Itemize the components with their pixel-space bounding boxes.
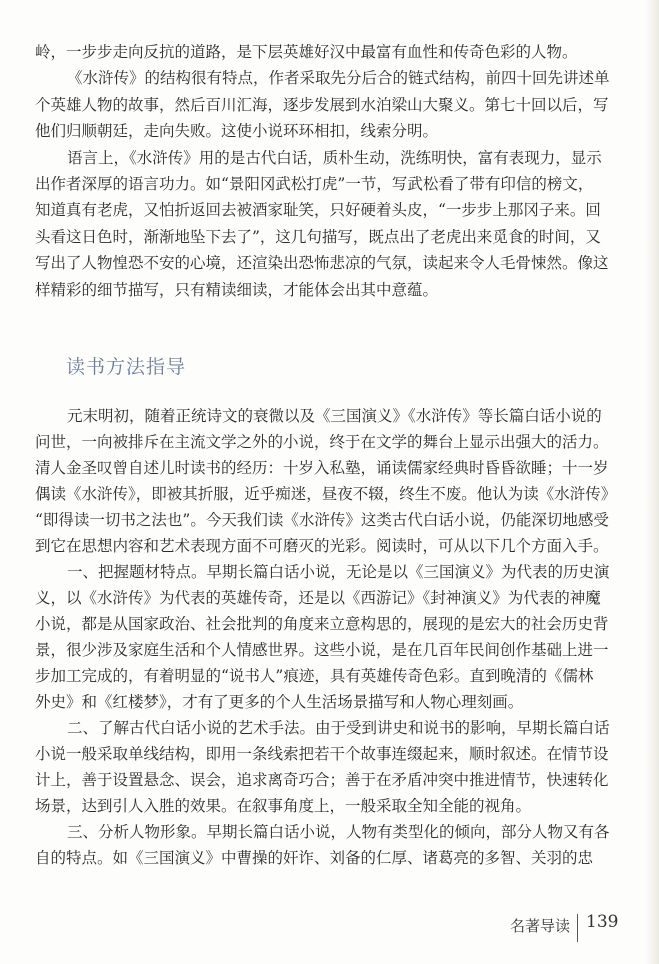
text-line: 三、分析人物形象。早期长篇白话小说，人物有类型化的倾向，部分人物又有各 — [67, 823, 610, 841]
text-line: 样精彩的细节描写，只有精读细读，才能体会出其中意蕴。 — [35, 280, 439, 299]
text-line: 个英雄人物的故事，然后百川汇海，逐步发展到水泊梁山大聚义。第七十回以后，写 — [35, 95, 609, 114]
text-line: 外史》和《红楼梦》，才有了更多的个人生活场景描写和人物心理刻画。 — [35, 693, 524, 711]
text-line: 自的特点。如《三国演义》中曹操的奸诈、刘备的仁厚、诸葛亮的多智、关羽的忠 — [35, 849, 594, 867]
page-number: 139 — [586, 912, 619, 932]
text-line: 小说一般采取单线结构，即用一条线索把若干个故事连缀起来，顺时叙述。在情节设 — [35, 745, 609, 763]
text-line: 岭，一步步走向反抗的道路，是下层英雄好汉中最富有血性和传奇色彩的人物。 — [35, 43, 578, 61]
text-line: 他们归顺朝廷，走向失败。这使小说环环相扣，线索分明。 — [35, 122, 439, 141]
footer-book-title: 名著导读 — [510, 917, 571, 935]
text-line: 语言上，《水浒传》用的是古代白话，质朴生动，洗练明快，富有表现力，显示 — [67, 148, 602, 167]
text-line: 偶读《水浒传》，即被其折服，近乎痴迷，昼夜不辍，终生不废。他认为读《水浒传》 — [35, 485, 617, 503]
text-line: “即得读一切书之法也”。今天我们读《水浒传》这类古代白话小说，仍能深切地感受 — [35, 511, 609, 529]
text-line: 步加工完成的，有着明显的“说书人”痕迹，具有英雄传奇色彩。直到晚清的《儒林 — [35, 667, 594, 685]
text-line: 一、把握题材特点。早期长篇白话小说，无论是以《三国演义》为代表的历史演 — [67, 563, 610, 581]
footer-divider — [577, 914, 578, 942]
text-line: 义，以《水浒传》为代表的英雄传奇，还是以《西游记》《封神演义》为代表的神魔 — [35, 589, 601, 607]
page-edge-shadow — [645, 0, 659, 964]
text-line: 二、了解古代白话小说的艺术手法。由于受到讲史和说书的影响，早期长篇白话 — [67, 719, 610, 737]
text-line: 知道真有老虎，又怕折返回去被酒家耻笑，只好硬着头皮，“一步步上那冈子来。回 — [35, 201, 601, 220]
text-line: 《水浒传》的结构很有特点，作者采取先分后合的链式结构，前四十回先讲述单 — [67, 69, 610, 88]
text-line: 问世，一向被排斥在主流文学之外的小说，终于在文学的舞台上显示出强大的活力。 — [35, 433, 609, 451]
text-line: 出作者深厚的语言功力。如“景阳冈武松打虎”一节，写武松看了带有印信的榜文， — [35, 175, 594, 193]
text-line: 写出了人物惶恐不安的心境，还渲染出恐怖悲凉的气氛，读起来令人毛骨悚然。像这 — [35, 254, 609, 273]
text-line: 场景，达到引人入胜的效果。在叙事角度上，一般采取全知全能的视角。 — [35, 797, 532, 815]
text-line: 景，很少涉及家庭生活和个人情感世界。这些小说，是在几百年民间创作基础上进一 — [35, 641, 609, 659]
text-line: 计上，善于设置悬念、误会，追求离奇巧合；善于在矛盾冲突中推进情节，快速转化 — [35, 771, 609, 789]
text-line: 到它在思想内容和艺术表现方面不可磨灭的光彩。阅读时，可从以下几个方面入手。 — [35, 537, 609, 555]
text-line: 小说，都是从国家政治、社会批判的角度来立意构思的，展现的是宏大的社会历史背 — [35, 615, 609, 633]
text-line: 清人金圣叹曾自述儿时读书的经历：十岁入私塾，诵读儒家经典时昏昏欲睡；十一岁 — [35, 459, 609, 477]
section-heading: 读书方法指导 — [66, 356, 187, 378]
text-line: 头看这日色时，渐渐地坠下去了”，这几句描写，既点出了老虎出来觅食的时间，又 — [35, 227, 601, 246]
text-line: 元末明初，随着正统诗文的衰微以及《三国演义》《水浒传》等长篇白话小说的 — [67, 407, 602, 425]
